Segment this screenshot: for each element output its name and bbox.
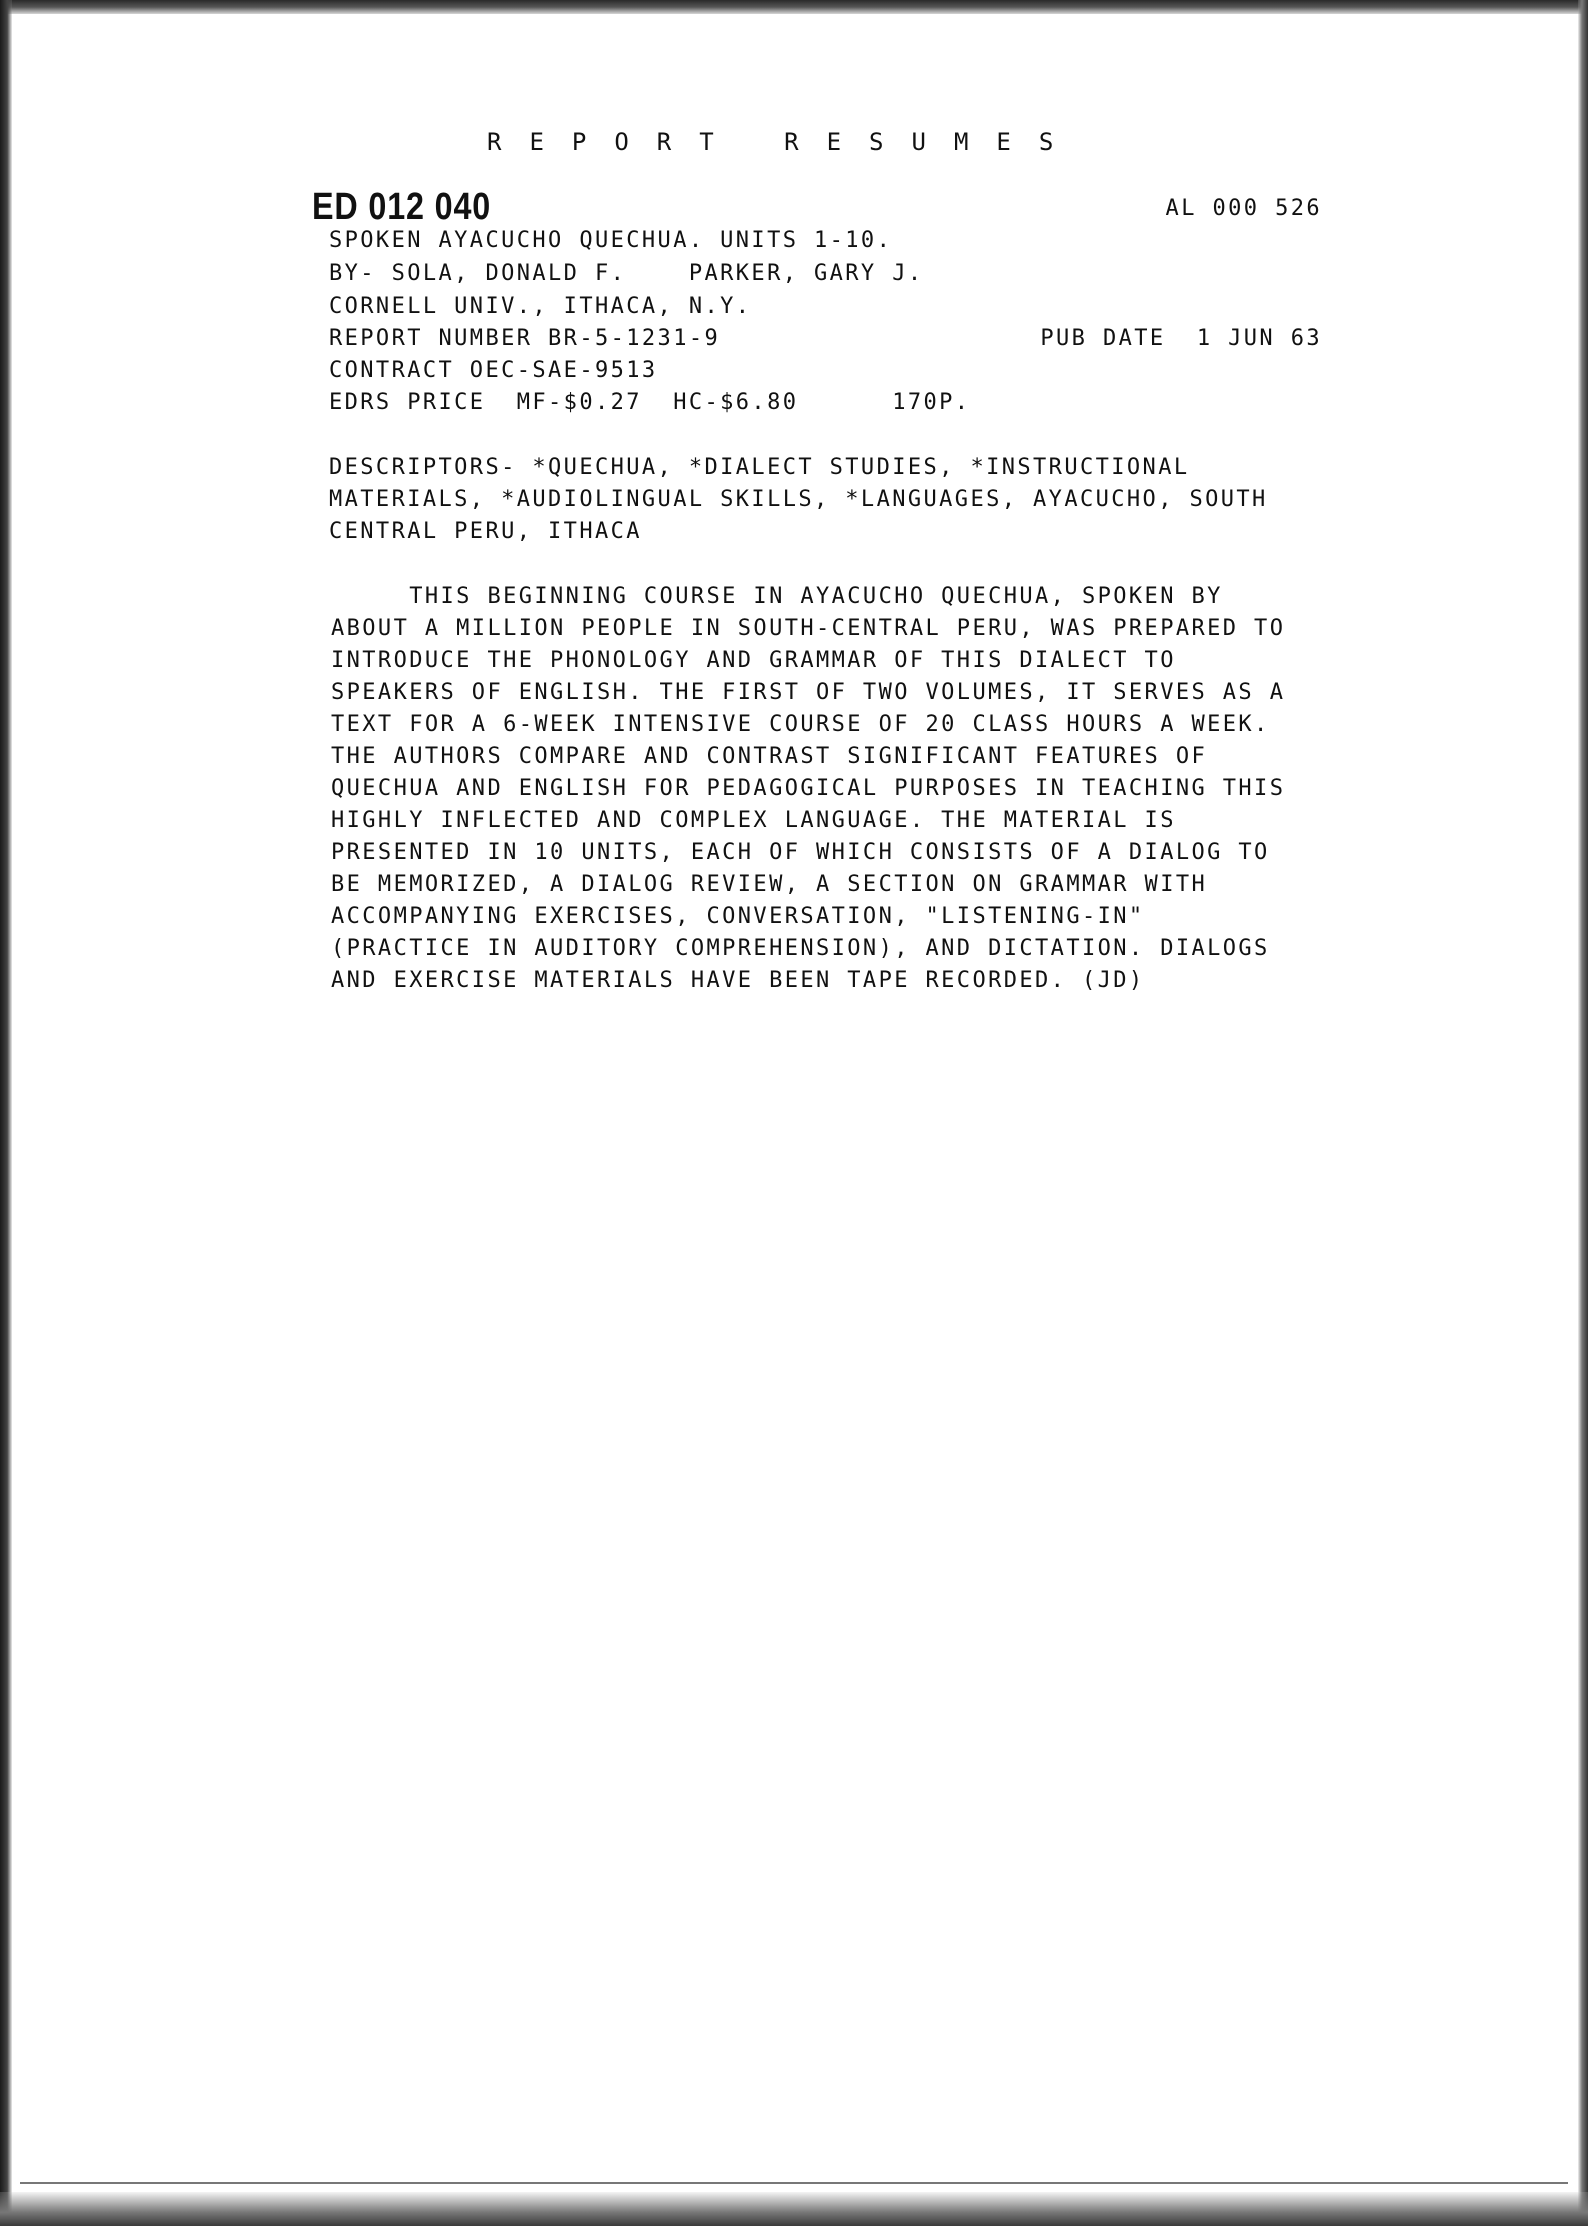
abstract-line: ACCOMPANYING EXERCISES, CONVERSATION, "LISTENING-IN" [331,904,1145,929]
abstract-line: THE AUTHORS COMPARE AND CONTRAST SIGNIFICANT FEATURES OF [331,744,1208,769]
report-resumes-heading: REPORT RESUMES [487,128,1082,156]
descriptors-line: MATERIALS, *AUDIOLINGUAL SKILLS, *LANGUAGES, AYACUCHO, SOUTH [329,487,1268,512]
authors-line: BY- SOLA, DONALD F. PARKER, GARY J. [329,261,924,286]
scan-bottom-line [20,2182,1568,2184]
scan-edge-right [1578,0,1588,2226]
scan-edge-top [0,0,1588,14]
al-number: AL 000 526 [1165,196,1322,221]
edrs-price-line: EDRS PRICE MF-$0.27 HC-$6.80 170P. [329,390,971,415]
abstract-line: PRESENTED IN 10 UNITS, EACH OF WHICH CONSISTS OF A DIALOG TO [331,840,1270,865]
ed-accession-number: ED 012 040 [312,186,492,228]
scan-edge-left [0,0,12,2226]
abstract-line: TEXT FOR A 6-WEEK INTENSIVE COURSE OF 20 CLASS HOURS A WEEK. [331,712,1270,737]
contract-line: CONTRACT OEC-SAE-9513 [329,358,658,383]
abstract-line: THIS BEGINNING COURSE IN AYACUCHO QUECHUA, SPOKEN BY [331,584,1223,609]
institution-line: CORNELL UNIV., ITHACA, N.Y. [329,294,752,319]
abstract-line: INTRODUCE THE PHONOLOGY AND GRAMMAR OF THIS DIALECT TO [331,648,1176,673]
document-title-line: SPOKEN AYACUCHO QUECHUA. UNITS 1-10. [329,228,893,253]
descriptors-line: DESCRIPTORS- *QUECHUA, *DIALECT STUDIES, *INSTRUCTIONAL [329,455,1190,480]
abstract-line: ABOUT A MILLION PEOPLE IN SOUTH-CENTRAL PERU, WAS PREPARED TO [331,616,1286,641]
abstract-line: QUECHUA AND ENGLISH FOR PEDAGOGICAL PURPOSES IN TEACHING THIS [331,776,1286,801]
scan-edge-bottom [0,2192,1588,2226]
abstract-line: BE MEMORIZED, A DIALOG REVIEW, A SECTION ON GRAMMAR WITH [331,872,1208,897]
abstract-line: AND EXERCISE MATERIALS HAVE BEEN TAPE RECORDED. (JD) [331,968,1145,993]
abstract-line: SPEAKERS OF ENGLISH. THE FIRST OF TWO VOLUMES, IT SERVES AS A [331,680,1286,705]
report-number-line: REPORT NUMBER BR-5-1231-9 [329,326,721,351]
abstract-line: HIGHLY INFLECTED AND COMPLEX LANGUAGE. THE MATERIAL IS [331,808,1176,833]
abstract-line: (PRACTICE IN AUDITORY COMPREHENSION), AND DICTATION. DIALOGS [331,936,1270,961]
descriptors-line: CENTRAL PERU, ITHACA [329,519,642,544]
pub-date: PUB DATE 1 JUN 63 [1040,326,1322,351]
